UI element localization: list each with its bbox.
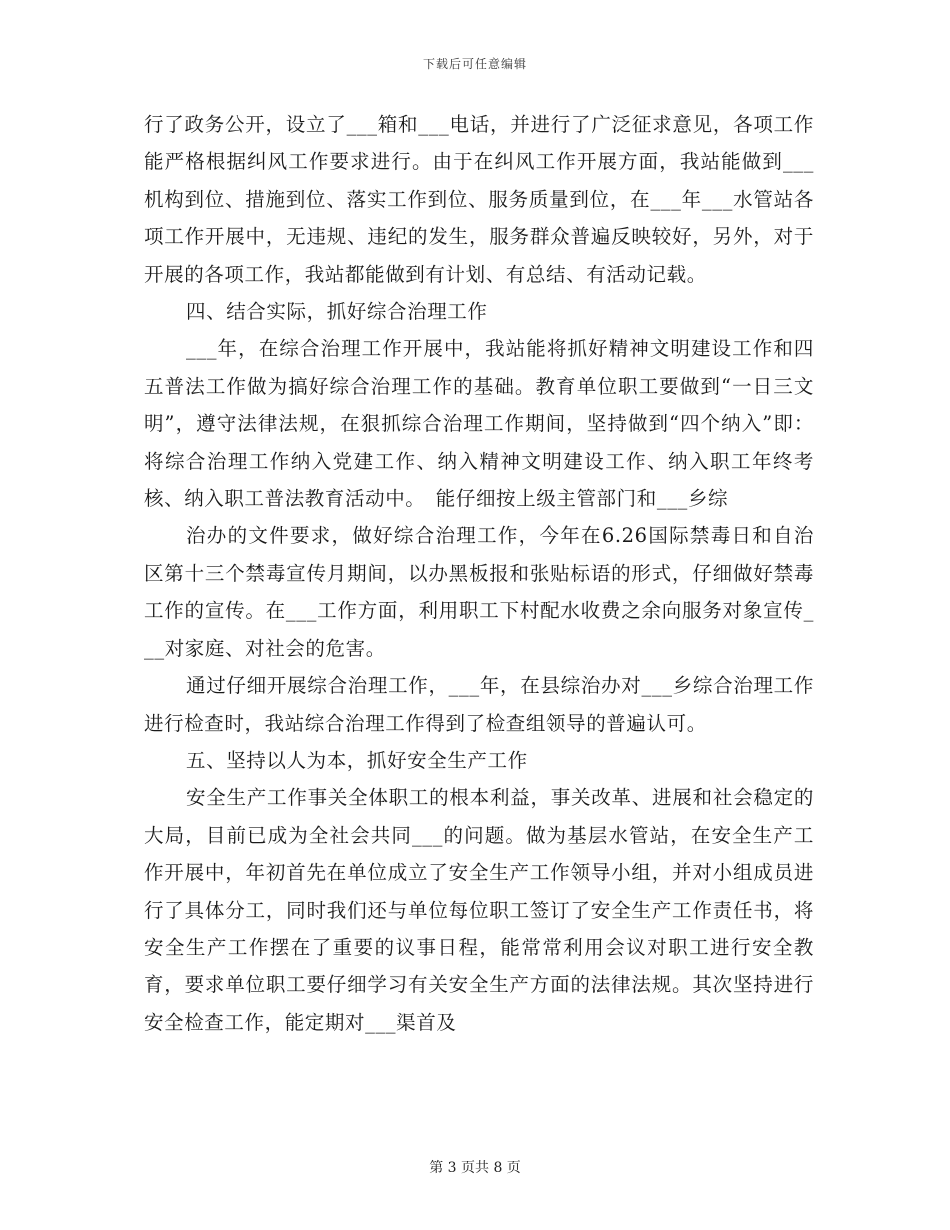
- page-number: 第 3 页共 8 页: [429, 1160, 521, 1176]
- document-body: [144, 106, 814, 1041]
- page-header: 下载后可任意编辑: [422, 57, 527, 71]
- paragraph-1: 行了政务公开，设立了___箱和___电话，并进行了广泛征求意见，各项工作能严格根据纠风工作要求进行。由于在纠风工作开展方面，我站能做到___机构到位、措施到位、落实工作到位、服务质量到位，在___年___水管站各项工作开展中，无违规、违纪的发生，服务群众普遍反映较好，另外，对于开展的各项工作，我站都能做到有计划、有总结、有活动记载。: [144, 113, 814, 286]
- paragraph-3: ___年，在综合治理工作开展中，我站能将抓好精神文明建设工作和四五普法工作做为搞好综合治理工作的基础。教育单位职工要做到“一日三文明”，遵守法律法规，在狠抓综合治理工作期间，坚持做到“四个纳入”即：将综合治理工作纳入党建工作、纳入精神文明建设工作、纳入职工年终考核、纳入职工普法教育活动中。 能仔细按上级主管部门和___乡综: [144, 337, 814, 511]
- paragraph-4: 治办的文件要求，做好综合治理工作，今年在6.26国际禁毒日和自治区第十三个禁毒宣传月期间，以办黑板报和张贴标语的形式，仔细做好禁毒工作的宣传。在___工作方面，利用职工下村配水收费之余向服务对象宣传___对家庭、对社会的危害。: [144, 524, 814, 660]
- paragraph-5: 通过仔细开展综合治理工作，___年，在县综治办对___乡综合治理工作进行检查时，我站综合治理工作得到了检查组领导的普遍认可。: [144, 674, 814, 735]
- paragraph-7: 安全生产工作事关全体职工的根本利益，事关改革、进展和社会稳定的大局，目前已成为全社会共同___的问题。做为基层水管站，在安全生产工作开展中，年初首先在单位成立了安全生产工作领导小组，并对小组成员进行了具体分工，同时我们还与单位每位职工签订了安全生产工作责任书，将安全生产工作摆在了重要的议事日程，能常常利用会议对职工进行安全教育，要求单位职工要仔细学习有关安全生产方面的法律法规。其次坚持进行安全检查工作，能定期对___渠首及: [144, 786, 814, 1034]
- section-heading-4: 四、结合实际，抓好综合治理工作: [186, 300, 488, 324]
- section-heading-5: 五、坚持以人为本，抓好安全生产工作: [186, 748, 528, 772]
